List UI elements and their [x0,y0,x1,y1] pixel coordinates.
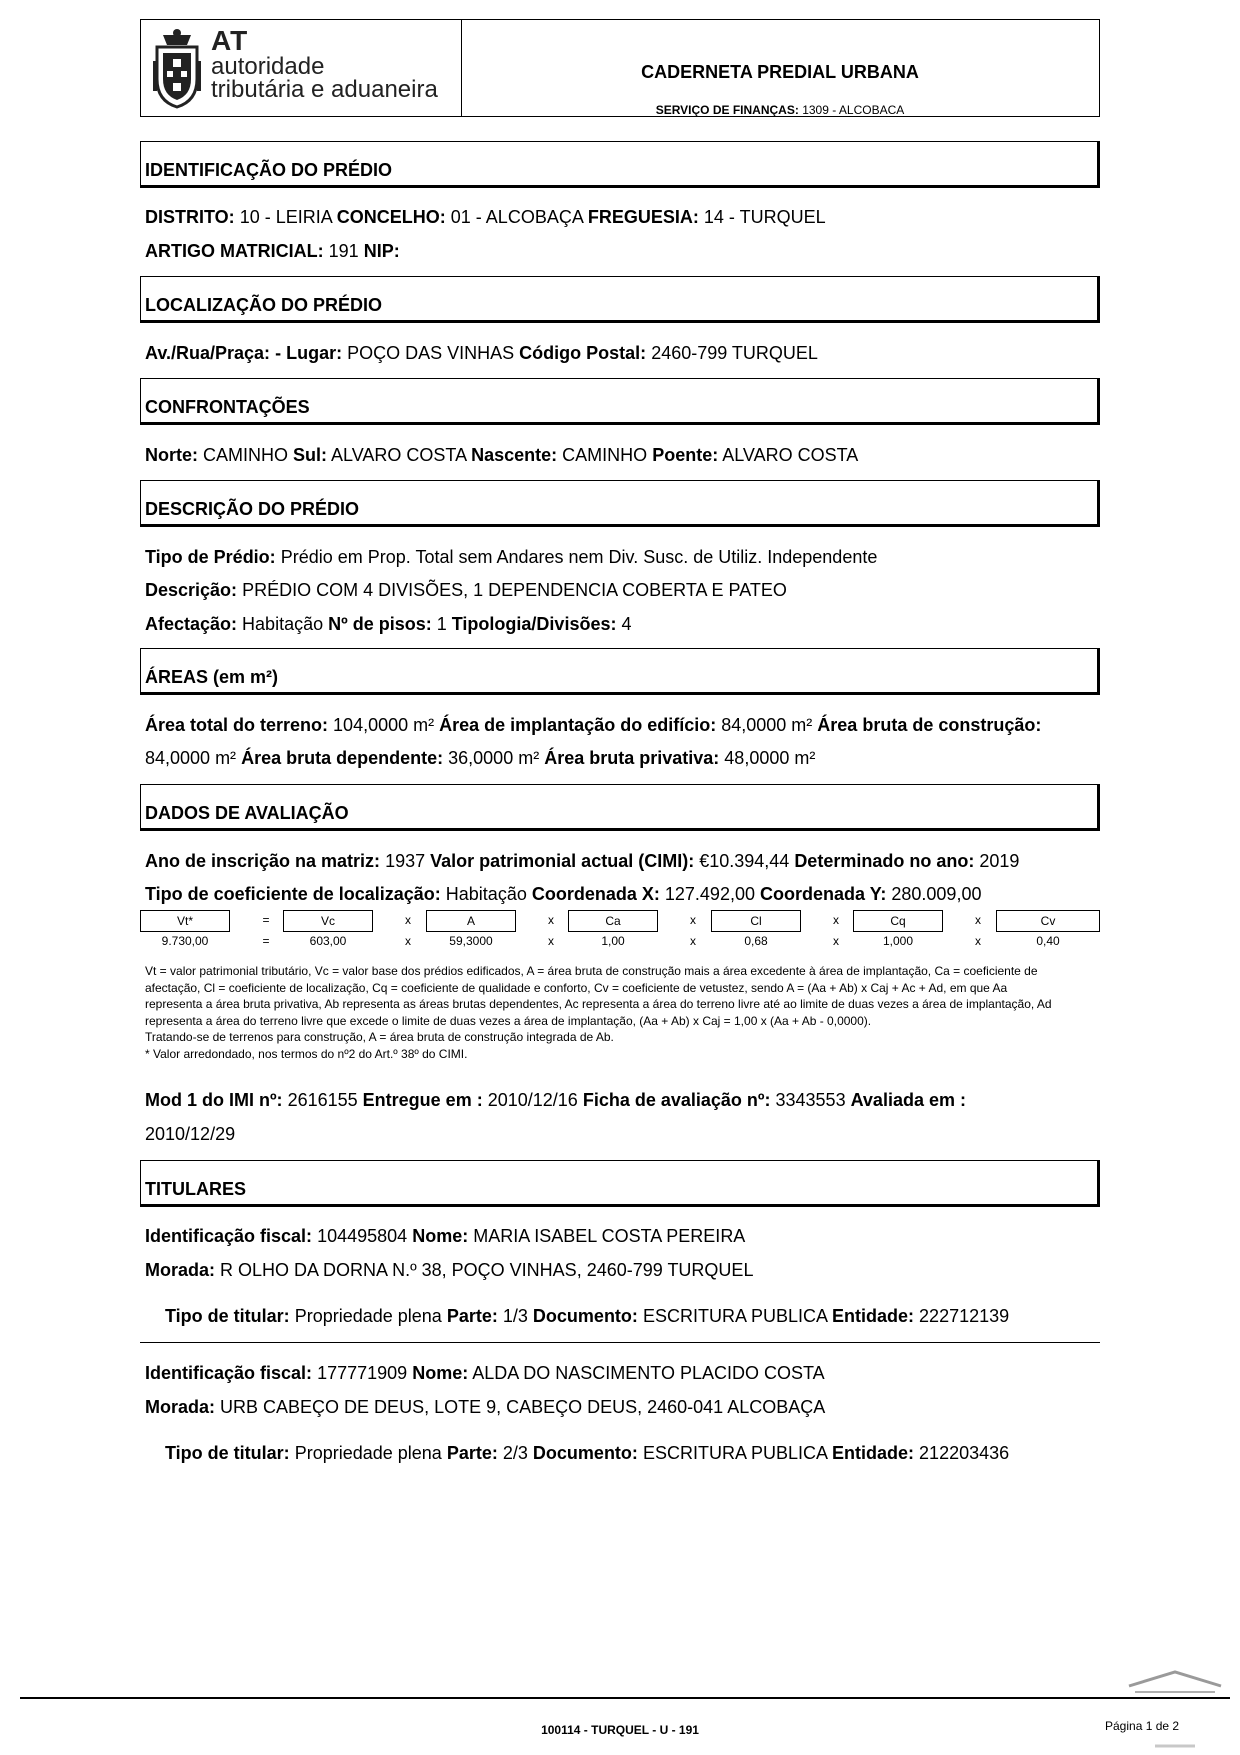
documento-value: ESCRITURA PUBLICA [642,1443,827,1463]
section-confrontacoes [140,378,1100,425]
area-dependente-value: 36,0000 m² [448,748,540,768]
note-line: Tratando-se de terrenos para construção, A = área bruta de construção integrada de Ab. [145,1030,614,1045]
valor-patrimonial-label: Valor patrimonial actual (CIMI): [430,851,695,871]
avaliada-label: Avaliada em : [850,1090,966,1110]
formula-header: Cq [853,910,943,932]
determinado-label: Determinado no ano: [794,851,975,871]
nif-value: 177771909 [317,1363,408,1383]
afectacao-line [145,614,632,635]
titular-separator [140,1342,1100,1343]
descricao-value: PRÉDIO COM 4 DIVISÕES, 1 DEPENDENCIA COBERTA E PATEO [242,580,787,600]
section-heading: TITULARES [145,1179,246,1199]
mod-imi-value: 2616155 [287,1090,358,1110]
tipo-titular-value: Propriedade plena [294,1443,442,1463]
localizacao-line [145,343,818,364]
identificacao-line-2 [145,241,400,262]
note-line: * Valor arredondado, nos termos do nº2 do Art.º 38º do CIMI. [145,1046,468,1061]
entregue-value: 2010/12/16 [487,1090,578,1110]
area-implantacao-value: 84,0000 m² [721,715,813,735]
freguesia-label: FREGUESIA: [587,207,699,227]
lugar-value: POÇO DAS VINHAS [347,343,515,363]
page-number: Página 1 de 2 [1105,1719,1180,1733]
formula-header: Vc [283,910,373,932]
section-heading: DADOS DE AVALIAÇÃO [145,803,349,823]
formula-value: 0,40 [1036,934,1060,948]
at-logo [149,27,459,111]
formula-value: 9.730,00 [161,934,209,948]
morada-label: Morada: [145,1260,216,1280]
formula-operator: x [405,913,411,927]
documento-label: Documento: [532,1443,638,1463]
service-value: 1309 - ALCOBACA [802,103,905,117]
section-titulares [140,1160,1100,1207]
norte-label: Norte: [145,445,198,465]
formula-header: Cl [711,910,801,932]
nascente-label: Nascente: [471,445,558,465]
morada-label: Morada: [145,1397,216,1417]
formula-header: Cv [996,910,1100,932]
note-line: representa a área do terreno livre que excede o limite de duas vezes a área de implantação, (Aa + Ab) x Caj = 1,00 x (Aa + Ab - 0,0000). [145,1013,872,1028]
formula-value: 1,000 [882,934,914,948]
document-title: CADERNETA PREDIAL URBANA [641,62,919,82]
poente-value: ALVARO COSTA [722,445,859,465]
tipo-predio-value: Prédio em Prop. Total sem Andares nem Div. Susc. de Utiliz. Independente [280,547,878,567]
logo-text [211,27,438,101]
poente-label: Poente: [652,445,719,465]
formula-value: 59,3000 [449,934,493,948]
codigo-postal-value: 2460-799 TURQUEL [651,343,818,363]
avaliada-line [145,1124,235,1145]
formula-header: Ca [568,910,658,932]
formula-operator: x [548,913,554,927]
note-line: representa a área bruta privativa, Ab representa as áreas brutas dependentes, Ac representa a área do terreno livre até ao limite de duas vezes a área de implantação, Ad [145,997,1052,1012]
titular-2-id-line [145,1363,825,1384]
coeficiente-label: Tipo de coeficiente de localização: [145,884,441,904]
formula-operator: x [833,934,839,948]
formula-operator: x [833,913,839,927]
section-localizacao [140,276,1100,323]
sul-label: Sul: [293,445,328,465]
artigo-label: ARTIGO MATRICIAL: [145,241,324,261]
formula-operator: x [975,934,981,948]
determinado-value: 2019 [979,851,1020,871]
formula-notes [145,963,1095,1063]
formula-header: Vt* [140,910,230,932]
concelho-value: 01 - ALCOBAÇA [450,207,583,227]
area-privativa-value: 48,0000 m² [724,748,816,768]
note-line: Vt = valor patrimonial tributário, Vc = valor base dos prédios edificados, A = área bruta de construção mais a área excedente à área de implantação, Ca = coeficiente de [145,964,1038,978]
section-descricao [140,480,1100,527]
section-heading: ÁREAS (em m²) [145,667,279,687]
section-heading: IDENTIFICAÇÃO DO PRÉDIO [145,160,393,180]
morada-value: R OLHO DA DORNA N.º 38, POÇO VINHAS, 2460-799 TURQUEL [220,1260,754,1280]
area-terreno-value: 104,0000 m² [333,715,435,735]
coeficiente-value: Habitação [445,884,527,904]
codigo-postal-label: Código Postal: [519,343,647,363]
artigo-value: 191 [328,241,359,261]
note-line: afectação, Cl = coeficiente de localização, Cq = coeficiente de qualidade e conforto, Cv = coeficiente de vetustez, sendo A = (Aa + Ab) x Caj + Ac + Ad, em que Aa [145,980,1008,995]
areas-line-2 [145,748,815,769]
entidade-value: 212203436 [919,1443,1010,1463]
section-heading: CONFRONTAÇÕES [145,397,310,417]
formula-header: A [426,910,516,932]
titular-2-tipo-line [165,1443,1009,1464]
logo-line-2: tributária e aduaneira [211,76,438,103]
area-privativa-label: Área bruta privativa: [544,748,720,768]
formula-operator: x [548,934,554,948]
entidade-value: 222712139 [919,1306,1010,1326]
rua-value: - [275,343,282,363]
pisos-value: 1 [436,614,447,634]
area-terreno-label: Área total do terreno: [145,715,329,735]
footer-document-code: 100114 - TURQUEL - U - 191 [541,1723,699,1737]
nome-label: Nome: [412,1363,469,1383]
mod-imi-line [145,1090,966,1111]
coordenada-y-value: 280.009,00 [891,884,982,904]
norte-value: CAMINHO [203,445,289,465]
mod-imi-label: Mod 1 do IMI nº: [145,1090,283,1110]
avaliacao-line-2 [145,884,981,905]
tipologia-label: Tipologia/Divisões: [451,614,617,634]
tipo-predio-line [145,547,877,568]
lugar-label: Lugar: [286,343,343,363]
rua-label: Av./Rua/Praça: [145,343,271,363]
nip-label: NIP: [363,241,400,261]
formula-value: 1,00 [601,934,625,948]
nome-value: MARIA ISABEL COSTA PEREIRA [473,1226,746,1246]
tipologia-value: 4 [621,614,632,634]
footer-divider [20,1697,1230,1699]
formula-operator: = [262,934,270,948]
nascente-value: CAMINHO [562,445,648,465]
titular-1-tipo-line [165,1306,1009,1327]
section-identificacao [140,141,1100,188]
afectacao-label: Afectação: [145,614,238,634]
areas-line-1 [145,715,1041,736]
area-dependente-label: Área bruta dependente: [241,748,444,768]
titular-1-id-line [145,1226,745,1247]
coat-of-arms-icon [149,27,205,111]
entidade-label: Entidade: [832,1443,915,1463]
ficha-value: 3343553 [775,1090,846,1110]
ano-inscricao-value: 1937 [385,851,426,871]
titular-2-morada-line [145,1397,825,1418]
coordenada-x-label: Coordenada X: [531,884,660,904]
section-areas [140,648,1100,695]
avaliada-value: 2010/12/29 [145,1124,236,1144]
section-heading: LOCALIZAÇÃO DO PRÉDIO [145,295,382,315]
nif-value: 104495804 [317,1226,408,1246]
area-implantacao-label: Área de implantação do edifício: [439,715,717,735]
logo-at: AT [211,25,249,56]
tipo-titular-label: Tipo de titular: [165,1306,290,1326]
nome-value: ALDA DO NASCIMENTO PLACIDO COSTA [472,1363,825,1383]
parte-label: Parte: [446,1443,498,1463]
identificacao-line-1 [145,207,826,228]
entregue-label: Entregue em : [362,1090,483,1110]
descricao-label: Descrição: [145,580,238,600]
parte-value: 1/3 [502,1306,528,1326]
ano-inscricao-label: Ano de inscrição na matriz: [145,851,381,871]
nome-label: Nome: [412,1226,469,1246]
formula-operator: x [975,913,981,927]
tipo-predio-label: Tipo de Prédio: [145,547,276,567]
area-construcao-value: 84,0000 m² [145,748,237,768]
nif-label: Identificação fiscal: [145,1226,313,1246]
parte-value: 2/3 [502,1443,528,1463]
entidade-label: Entidade: [832,1306,915,1326]
area-construcao-label: Área bruta de construção: [817,715,1042,735]
logo-line-1: autoridade [211,53,325,80]
formula-operator: x [690,913,696,927]
tipo-titular-label: Tipo de titular: [165,1443,290,1463]
service-info [461,103,1099,117]
formula-operator: x [690,934,696,948]
coordenada-y-label: Coordenada Y: [760,884,887,904]
section-heading: DESCRIÇÃO DO PRÉDIO [145,499,360,519]
parte-label: Parte: [446,1306,498,1326]
descricao-line [145,580,787,601]
confrontacoes-line [145,445,858,466]
tipo-titular-value: Propriedade plena [294,1306,442,1326]
concelho-label: CONCELHO: [336,207,446,227]
distrito-value: 10 - LEIRIA [239,207,332,227]
avaliacao-line-1 [145,851,1019,872]
afectacao-value: Habitação [242,614,324,634]
freguesia-value: 14 - TURQUEL [703,207,826,227]
formula-value: 0,68 [744,934,768,948]
section-avaliacao [140,784,1100,831]
nif-label: Identificação fiscal: [145,1363,313,1383]
pisos-label: Nº de pisos: [328,614,432,634]
document-header [140,19,1100,117]
service-label: SERVIÇO DE FINANÇAS: [655,103,799,117]
titular-1-morada-line [145,1260,753,1281]
coordenada-x-value: 127.492,00 [664,884,755,904]
formula-operator: x [405,934,411,948]
formula-value: 603,00 [309,934,347,948]
formula-operator: = [262,913,270,927]
documento-value: ESCRITURA PUBLICA [642,1306,827,1326]
valor-patrimonial-value: €10.394,44 [699,851,790,871]
morada-value: URB CABEÇO DE DEUS, LOTE 9, CABEÇO DEUS, 2460-041 ALCOBAÇA [220,1397,826,1417]
ficha-label: Ficha de avaliação nº: [582,1090,771,1110]
documento-label: Documento: [532,1306,638,1326]
sul-value: ALVARO COSTA [331,445,467,465]
distrito-label: DISTRITO: [145,207,235,227]
